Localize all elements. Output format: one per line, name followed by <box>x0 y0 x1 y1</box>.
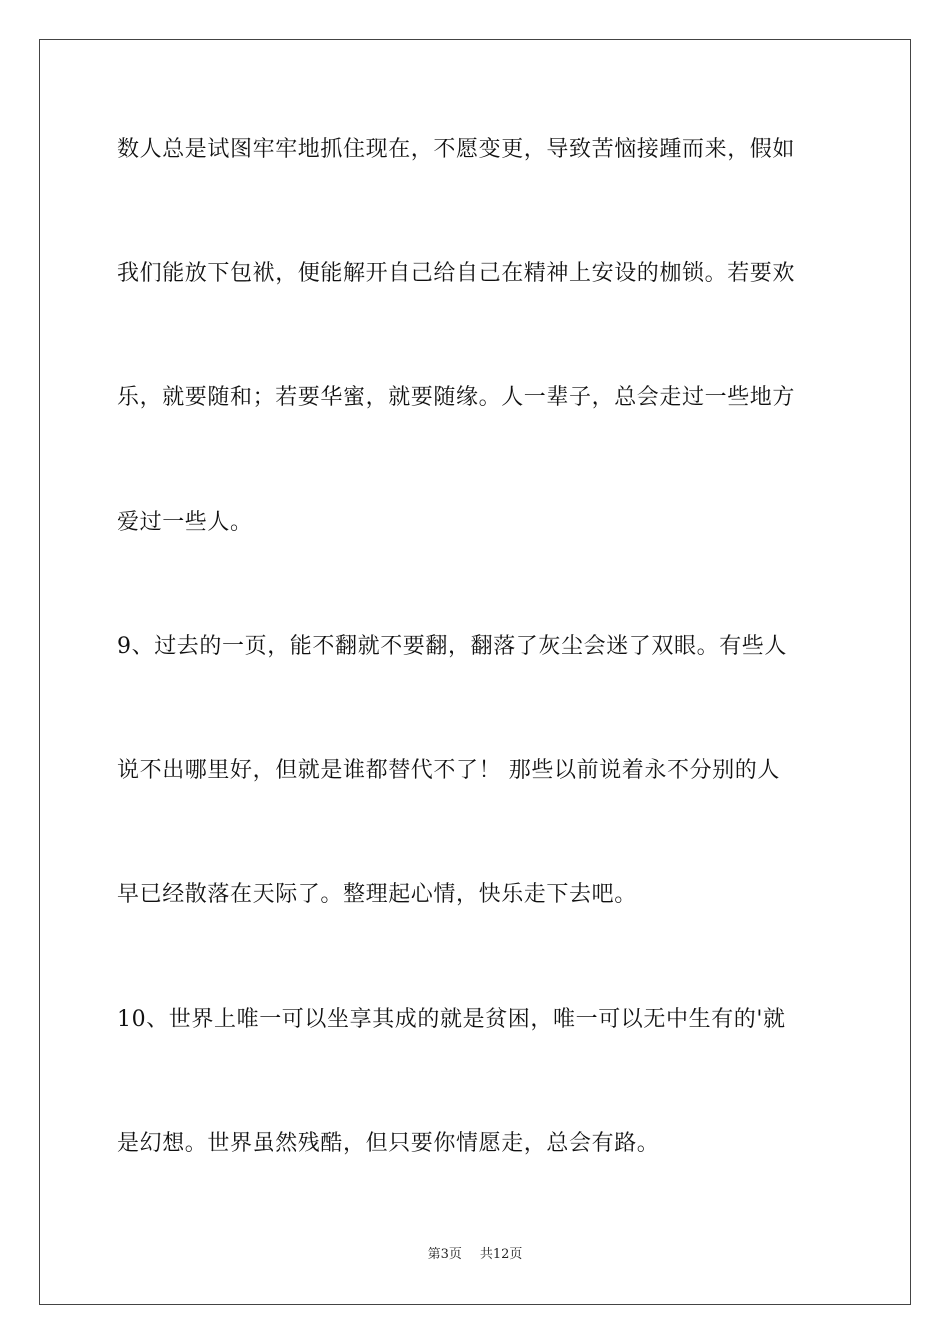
text-line-6: 说不出哪里好，但就是谁都替代不了！ 那些以前说着永不分别的人 <box>117 758 780 783</box>
text-line-2: 我们能放下包袱，便能解开自己给自己在精神上安设的枷锁。若要欢 <box>117 261 796 286</box>
text-line-5: 9、过去的一页，能不翻就不要翻，翻落了灰尘会迷了双眼。有些人 <box>117 634 787 659</box>
page-number: 第3页 <box>427 1247 462 1262</box>
page-total: 共12页 <box>479 1247 523 1262</box>
text-line-4: 爱过一些人。 <box>117 510 253 535</box>
text-line-8: 10、世界上唯一可以坐享其成的就是贫困，唯一可以无中生有的'就 <box>117 1007 786 1032</box>
page-border <box>39 39 911 1305</box>
page-footer <box>0 1246 950 1264</box>
text-line-7: 早已经散落在天际了。整理起心情，快乐走下去吧。 <box>117 882 637 907</box>
text-line-9: 是幻想。世界虽然残酷，但只要你情愿走，总会有路。 <box>117 1131 660 1156</box>
text-line-1: 数人总是试图牢牢地抓住现在，不愿变更，导致苦恼接踵而来，假如 <box>117 137 796 162</box>
text-line-3: 乐，就要随和；若要华蜜，就要随缘。人一辈子，总会走过一些地方 <box>117 385 796 410</box>
